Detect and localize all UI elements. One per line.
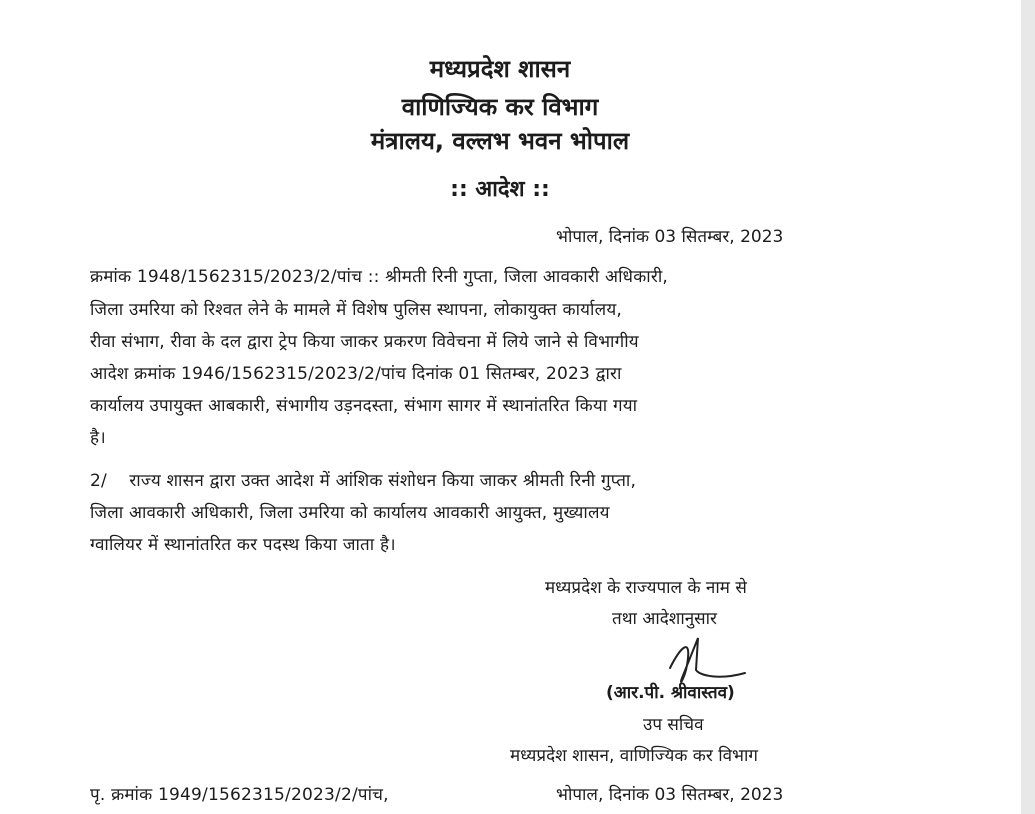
para2-line3: ग्वालियर में स्थानांतरित कर पदस्थ किया जाता है। bbox=[90, 535, 396, 555]
para2-line1: 2/ राज्य शासन द्वारा उक्त आदेश में आंशिक संशोधन किया जाकर श्रीमती रिनी गुप्ता, bbox=[90, 471, 637, 491]
para1-line6: है। bbox=[90, 428, 106, 448]
signature-authority-line: मध्यप्रदेश के राज्यपाल के नाम से bbox=[545, 578, 747, 598]
header-department: वाणिज्यिक कर विभाग bbox=[401, 93, 599, 121]
para1-line1: क्रमांक 1948/1562315/2023/2/पांच :: श्रीमती रिनी गुप्ता, जिला आवकारी अधिकारी, bbox=[90, 267, 669, 287]
order-title: :: आदेश :: bbox=[450, 177, 550, 202]
signatory-designation: उप सचिव bbox=[643, 715, 704, 735]
header-government: मध्यप्रदेश शासन bbox=[429, 55, 571, 83]
signature-order-line: तथा आदेशानुसार bbox=[612, 609, 718, 629]
signatory-name: (आर.पी. श्रीवास्तव) bbox=[606, 683, 735, 703]
para1-line4: आदेश क्रमांक 1946/1562315/2023/2/पांच दिनांक 01 सितम्बर, 2023 द्वारा bbox=[90, 364, 622, 384]
endorsement-date: भोपाल, दिनांक 03 सितम्बर, 2023 bbox=[556, 785, 784, 805]
signatory-department: मध्यप्रदेश शासन, वाणिज्यिक कर विभाग bbox=[510, 746, 758, 766]
endorsement-ref: पृ. क्रमांक 1949/1562315/2023/2/पांच, bbox=[90, 785, 389, 805]
para2-line2: जिला आवकारी अधिकारी, जिला उमरिया को कार्यालय आवकारी आयुक्त, मुख्यालय bbox=[90, 503, 610, 523]
order-date: भोपाल, दिनांक 03 सितम्बर, 2023 bbox=[556, 227, 784, 247]
header-office: मंत्रालय, वल्लभ भवन भोपाल bbox=[370, 127, 630, 155]
page-edge-shadow bbox=[1021, 0, 1035, 814]
para1-line5: कार्यालय उपायुक्त आबकारी, संभागीय उड़नदस्ता, संभाग सागर में स्थानांतरित किया गया bbox=[90, 396, 638, 416]
para1-line2: जिला उमरिया को रिश्वत लेने के मामले में विशेष पुलिस स्थापना, लोकायुक्त कार्यालय, bbox=[90, 300, 623, 320]
para1-line3: रीवा संभाग, रीवा के दल द्वारा ट्रेप किया जाकर प्रकरण विवेचना में लिये जाने से विभागीय bbox=[90, 332, 639, 352]
